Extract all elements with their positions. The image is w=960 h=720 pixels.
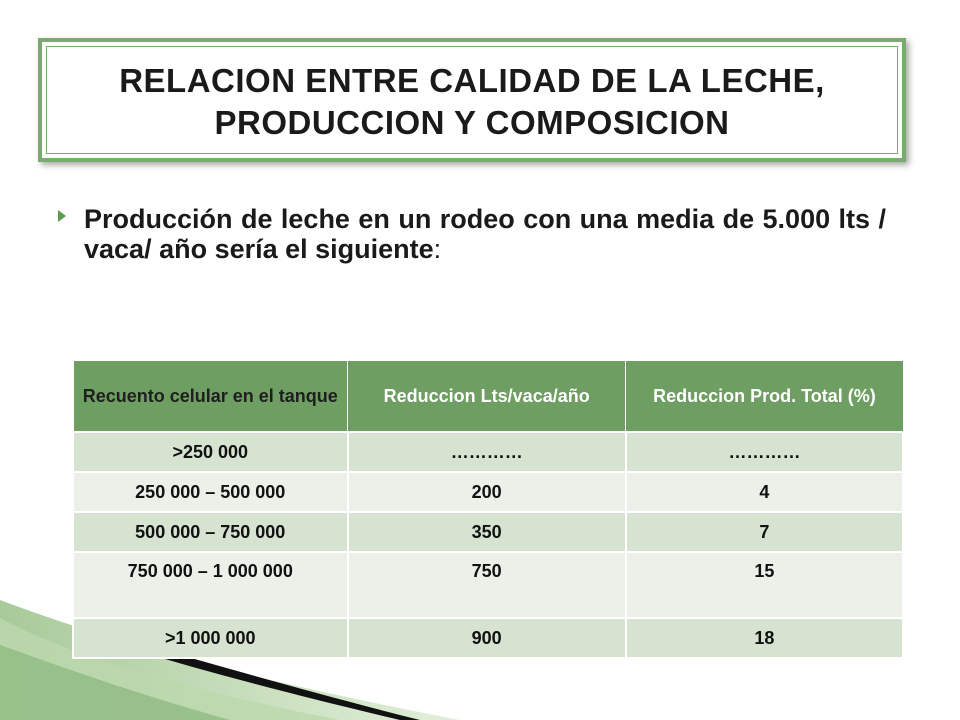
- header-cell: Recuento celular en el tanque: [73, 361, 348, 433]
- table-cell: …………: [626, 432, 903, 472]
- table-cell: …………: [348, 432, 626, 472]
- table-row: [73, 618, 903, 658]
- header-cell: Reduccion Prod. Total (%): [626, 361, 903, 433]
- title-line-1: RELACION ENTRE CALIDAD DE LA LECHE,: [119, 62, 825, 99]
- triangle-bullet-icon: [58, 210, 66, 222]
- table-cell: 200: [348, 472, 626, 512]
- table-cell: 900: [348, 618, 626, 658]
- page-title: [42, 60, 902, 144]
- bullet-colon: :: [433, 234, 442, 264]
- table-cell: 750: [348, 552, 626, 618]
- bullet-item: [58, 204, 886, 264]
- table-row: [73, 512, 903, 552]
- bullet-text-body: Producción de leche en un rodeo con una media de 5.000 lts / vaca/ año sería el siguiente: [84, 204, 886, 264]
- table-cell: 500 000 – 750 000: [73, 512, 348, 552]
- table-cell: 7: [626, 512, 903, 552]
- header-cell: Reduccion Lts/vaca/año: [348, 361, 626, 433]
- bullet-text: [84, 204, 886, 264]
- table-cell: 750 000 – 1 000 000: [73, 552, 348, 618]
- table-cell: 350: [348, 512, 626, 552]
- table-header-row: [73, 361, 903, 433]
- data-table: [72, 360, 904, 659]
- table-row: [73, 432, 903, 472]
- table-cell: 15: [626, 552, 903, 618]
- table-cell: 250 000 – 500 000: [73, 472, 348, 512]
- table-cell: >250 000: [73, 432, 348, 472]
- table-cell: 4: [626, 472, 903, 512]
- title-line-2: PRODUCCION Y COMPOSICION: [214, 104, 730, 141]
- table-row: [73, 552, 903, 618]
- table-row: [73, 472, 903, 512]
- table-cell: >1 000 000: [73, 618, 348, 658]
- title-box: [38, 38, 906, 162]
- table-cell: 18: [626, 618, 903, 658]
